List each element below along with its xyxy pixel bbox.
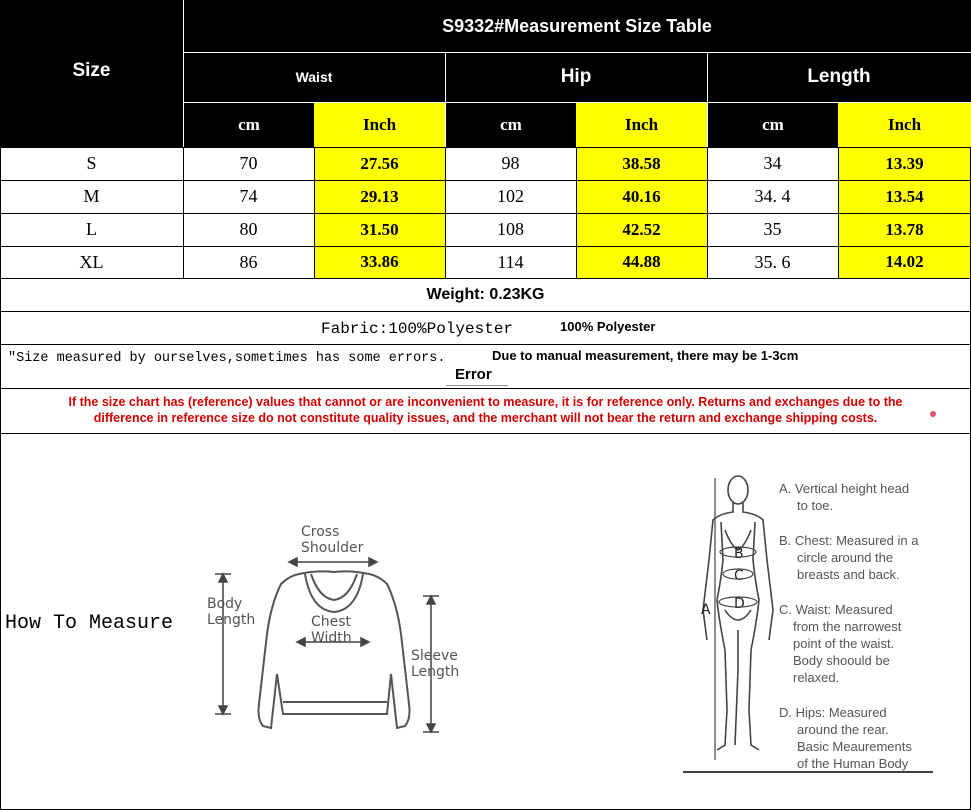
svg-text:Length: Length: [411, 664, 460, 680]
measure-note-row: [0, 345, 971, 389]
size-cell: XL: [79, 251, 104, 272]
unit-inch: Inch: [314, 103, 445, 147]
disclaimer-row: [0, 389, 971, 434]
cm-value-cell: 35: [763, 219, 782, 239]
inch-value-cell: 14.02: [838, 246, 971, 278]
size-cell: S: [86, 153, 97, 173]
cross-shoulder-label: Cross: [301, 524, 340, 540]
cm-value-cell: 74: [239, 186, 258, 206]
body-length-label: Body: [207, 596, 243, 612]
size-cell: L: [86, 219, 97, 239]
inch-value-cell: 44.88: [576, 246, 707, 278]
weight-row: [0, 278, 971, 312]
body-measure-notes: [779, 480, 918, 772]
marker-d: D: [734, 596, 745, 612]
inch-value-cell: 40.16: [576, 180, 707, 213]
unit-inch: Inch: [576, 103, 707, 147]
cm-value-cell: 102: [497, 186, 524, 206]
inch-value-cell: 13.78: [838, 213, 971, 246]
unit-cm: cm: [446, 103, 576, 147]
inch-value-cell: 42.52: [576, 213, 707, 246]
inch-value-cell: 13.54: [838, 180, 971, 213]
cm-value-cell: 70: [239, 153, 258, 173]
note-b: B. Chest: Measured in a circle around the breasts and back.: [779, 533, 919, 582]
size-header: Size: [0, 0, 183, 147]
error-note: Error: [455, 366, 492, 383]
note-a: A. Vertical height head to toe.: [779, 481, 910, 513]
disclaimer-line-2: difference in reference size do not constitute quality issues, and the merchant will not bear the return and exchange shipping costs.: [93, 411, 878, 425]
svg-text:Length: Length: [207, 612, 256, 628]
cm-value-cell: 108: [497, 219, 524, 239]
size-cell: M: [83, 186, 100, 206]
inch-value-cell: 33.86: [314, 246, 445, 278]
manual-note: Due to manual measurement, there may be 1-3cm: [492, 348, 799, 363]
group-header-waist: Waist: [183, 52, 445, 102]
sleeve-length-label: Sleeve: [411, 648, 458, 664]
measured-note: "Size measured by ourselves,sometimes has some errors.: [8, 351, 446, 366]
inch-value-cell: 27.56: [314, 147, 445, 180]
unit-inch: Inch: [838, 103, 971, 147]
cm-value-cell: 86: [239, 251, 258, 272]
cm-value-cell: 114: [497, 251, 524, 272]
marker-b: B: [734, 546, 744, 562]
fabric-text: Fabric:100%Polyester: [321, 320, 514, 338]
unit-cm: cm: [708, 103, 838, 147]
svg-text:Shoulder: Shoulder: [301, 540, 364, 556]
group-header-hip: Hip: [445, 52, 707, 102]
fabric-en-text: 100% Polyester: [560, 319, 656, 334]
inch-value-cell: 38.58: [576, 147, 707, 180]
cm-value-cell: 34. 4: [754, 186, 791, 206]
inch-value-cell: 31.50: [314, 213, 445, 246]
inch-value-cell: 29.13: [314, 180, 445, 213]
weight-text: Weight: 0.23KG: [426, 285, 545, 303]
cm-value-cell: 34: [763, 153, 782, 173]
how-to-measure-section: [0, 434, 971, 810]
sweater-diagram: [201, 514, 471, 754]
fabric-row: [0, 312, 971, 345]
table-title: S9332#Measurement Size Table: [183, 0, 971, 52]
unit-cm: cm: [184, 103, 314, 147]
note-d: D. Hips: Measured around the rear. Basic Meaurements of the Human Body: [779, 705, 912, 771]
cm-value-cell: 98: [501, 153, 520, 173]
group-header-length: Length: [707, 52, 971, 102]
disclaimer-line-1: If the size chart has (reference) values that cannot or are inconvenient to measure, it is for reference only. Returns and exchanges due to the: [68, 395, 903, 409]
cm-value-cell: 35. 6: [754, 251, 791, 272]
cm-value-cell: 80: [239, 219, 258, 239]
note-c: C. Waist: Measured from the narrowest point of the waist. Body shoould be relaxed.: [779, 602, 902, 685]
how-to-measure-title: How To Measure: [5, 612, 174, 635]
svg-text:Width: Width: [311, 630, 352, 646]
marker-c: C: [734, 568, 744, 584]
marker-a: A: [701, 602, 711, 618]
inch-value-cell: 13.39: [838, 147, 971, 180]
chest-width-label: Chest: [311, 614, 352, 630]
